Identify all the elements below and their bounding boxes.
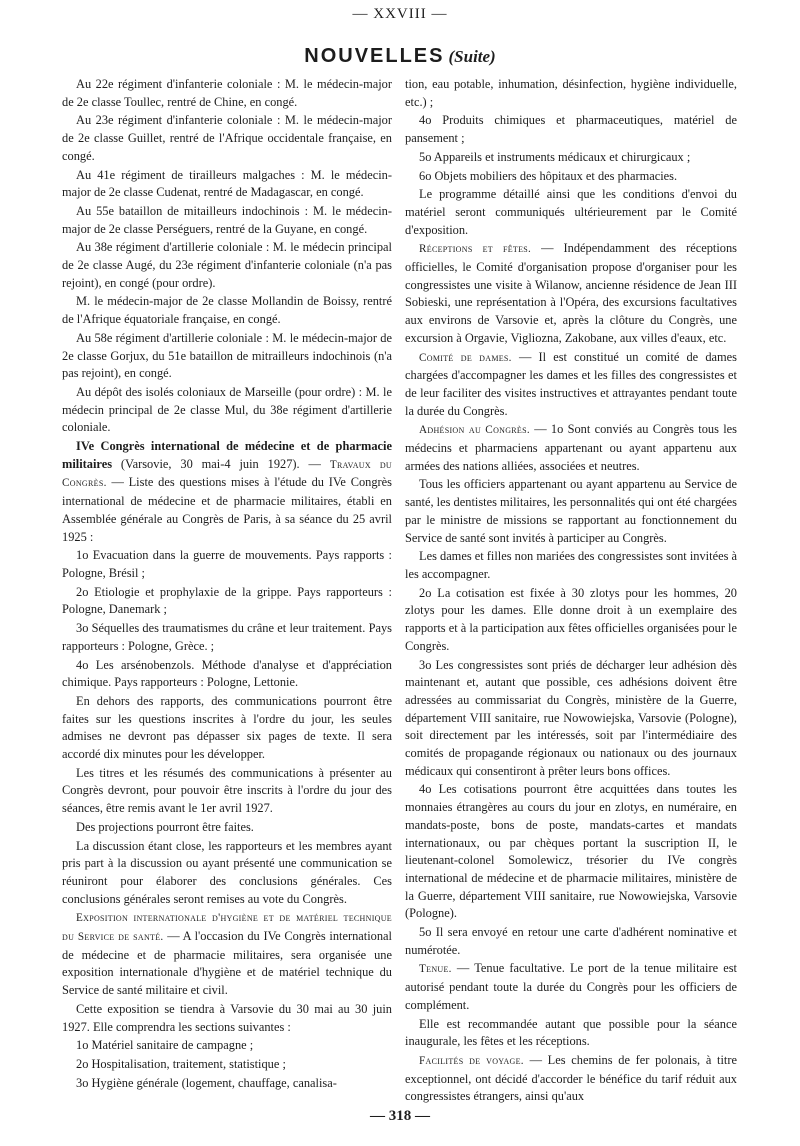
congres-paragraph: IVe Congrès international de médecine et de pharmacie militaires (Varsovie, 30 mai-4 juin 1927). — Travaux du Congrès. — Liste des questions mises à l'étude du IVe Congrès international de médecine et de pharmacie militaires, établi en Assemblée générale au Congrès de Paris, à sa séance du 25 avril 1925 : [62,439,392,544]
facilites-paragraph: Facilités de voyage. — Les chemins de fer polonais, à titre exceptionnel, ont décidé d'accorder le bénéfice du tarif réduit aux congressistes étrangers, ainsi qu'aux [405,1052,737,1104]
section-label: Facilités de voyage. [419,1054,524,1067]
list-item: 2o Etiologie et prophylaxie de la grippe. Pays rapporteurs : Pologne, Danemark ; [62,584,392,617]
exposition-paragraph: Exposition internationale d'hygiène et de matériel technique du Service de santé. — A l'occasion du IVe Congrès international de médecine et de pharmacie militaires, sera organisée une exposition internationale d'hygiène et de matériel technique du Service de santé militaire et civil. [62,912,392,998]
section-label: Adhésion au Congrès. [419,424,530,437]
paragraph: Au 55e bataillon de mitailleurs indochinois : M. le médecin-major de 2e classe Perséguers, rentré de la Guyane, en congé. [62,203,392,236]
title-main: NOUVELLES [304,45,445,67]
list-item: 5o Appareils et instruments médicaux et chirurgicaux ; [419,149,691,164]
list-item: 4o Produits chimiques et pharmaceutiques, matériel de pansement ; [405,113,737,146]
paragraph: Les dames et filles non mariées des congressistes sont invitées à les accompagner. [405,549,737,581]
paragraph: Des projections pourront être faites. [76,819,254,834]
list-item: 3o Séquelles des traumatismes du crâne et leur traitement. Pays rapporteurs : Pologne, Grèce. ; [62,621,392,653]
list-item: 3o Hygiène générale (logement, chauffage, canalisa- [76,1075,337,1090]
paragraph: Les titres et les résumés des communications à présenter au Congrès devront, pour pouvoir être inscrits à l'ordre du jour des séances, être remis avant le 1er avril 1927. [62,765,392,816]
list-item: 4o Les arsénobenzols. Méthode d'analyse et d'appréciation chimique. Pays rapporteurs : Pologne, Lettonie. [62,657,392,690]
left-column [62,76,392,1093]
right-column [405,76,737,1107]
list-item: 6o Objets mobiliers des hôpitaux et des pharmacies. [419,168,678,183]
paragraph-continuation: tion, eau potable, inhumation, désinfection, hygiène individuelle, etc.) ; [405,77,737,109]
page-title [0,45,800,68]
paragraph: Le programme détaillé ainsi que les conditions d'envoi du matériel seront communiqués ultérieurement par le Comité d'exposition. [405,187,737,237]
page-header-roman-numeral: — XXVIII — [352,6,448,22]
paragraph: M. le médecin-major de 2e classe Mollandin de Boissy, rentré de l'Afrique équatoriale française, en congé. [62,294,392,327]
congres-heading: IVe Congrès international de médecine et de pharmacie militaires [62,439,392,471]
section-label: Travaux du Congrès. [62,458,392,490]
title-suite: (Suite) [448,47,496,66]
paragraph: En dehors des rapports, des communications pourront être faites sur les questions inscrites à l'ordre du jour, les seules admises ne devront pas dépasser six pages de texte. Il sera accordé dix minutes pour les développer. [62,693,392,762]
paragraph: Au dépôt des isolés coloniaux de Marseille (pour ordre) : M. le médecin principal de 2e classe Mul, du 38e régiment d'artillerie coloniale. [62,384,392,435]
paragraph: Au 23e régiment d'infanterie coloniale : M. le médecin-major de 2e classe Guillet, rentré de l'Afrique occidentale française, en congé. [62,113,392,163]
paragraph: Au 41e régiment de tirailleurs malgaches : M. le médecin-major de 2e classe Cudenat, rentré de Madagascar, en congé. [62,167,392,200]
paragraph: La discussion étant close, les rapporteurs et les membres ayant pris part à la discussion ou ayant présenté une communication se réuniront pour élaborer des conclusions générales. Ces conclusions générales seront remises au vote du Congrès. [62,838,392,906]
list-item: 2o Hospitalisation, traitement, statistique ; [76,1056,286,1071]
paragraph: Elle est recommandée autant que possible pour la séance inaugurale, les fêtes et les réceptions. [405,1016,737,1049]
paragraph: 5o Il sera envoyé en retour une carte d'adhérent nominative et numérotée. [405,925,737,957]
list-item: 1o Matériel sanitaire de campagne ; [76,1038,254,1053]
paragraph: 3o Les congressistes sont priés de décharger leur adhésion dès maintenant et, autant que possible, ces adhésions doivent être adressées au commissariat du Congrès, ministère de la Guerre, département VIII sanitaire, rue Nowowiejska, Varsovie (Pologne), soit directement par les intéressés, soit par l'intermédiaire des comités de propagande régionaux ou nationaux ou des journaux médicaux qui consentiront à prêter leurs bons offices. [405,657,737,778]
paragraph: Au 22e régiment d'infanterie coloniale : M. le médecin-major de 2e classe Toullec, rentré de Chine, en congé. [62,77,392,109]
section-label: Exposition internationale d'hygiène et de matériel technique du Service de santé. [62,912,392,944]
section-label: Tenue. [419,963,452,976]
page-number: — 318 — [370,1108,430,1124]
paragraph: Au 38e régiment d'artillerie coloniale : M. le médecin principal de 2e classe Augé, du 23e régiment d'infanterie coloniale (n'a pas rejoint), en congé (pour ordre). [62,240,392,290]
paragraph: 2o La cotisation est fixée à 30 zlotys pour les hommes, 20 zlotys pour les dames. Elle donne droit à un exemplaire des rapports et à la participation aux fêtes officielles organisées pour le Congrès. [405,585,737,653]
list-item: 1o Evacuation dans la guerre de mouvements. Pays rapports : Pologne, Brésil ; [62,548,392,580]
section-label: Réceptions et fêtes. [419,243,532,256]
paragraph: Cette exposition se tiendra à Varsovie du 30 mai au 30 juin 1927. Elle comprendra les sections suivantes : [62,1001,392,1034]
comite-paragraph: Comité de dames. — Il est constitué un comité de dames chargées d'accompagner les dames et les filles des congressistes et de leur faciliter des visites instructives et attrayantes pendant toute la durée du Congrès. [405,349,737,418]
adhesion-paragraph: Adhésion au Congrès. — 1o Sont conviés au Congrès tous les médecins et pharmaciens appartenant ou ayant appartenu aux armées des nations alliées, associées et neutres. [405,422,737,473]
paragraph: Tous les officiers appartenant ou ayant appartenu au Service de santé, les dentistes militaires, les personnalités qui ont été chargées par le ministre de missions se rapportant au fonctionnement du Service de santé sont invités à participer au Congrès. [405,477,737,545]
paragraph: Au 58e régiment d'artillerie coloniale : M. le médecin-major de 2e classe Gorjux, du 51e bataillon de mitrailleurs indochinois (n'a pas rejoint), en congé. [62,330,392,381]
tenue-paragraph: Tenue. — Tenue facultative. Le port de la tenue militaire est autorisé pendant toute la durée du Congrès pour les officiers de complément. [405,961,737,1012]
receptions-paragraph: Réceptions et fêtes. — Indépendamment des réceptions officielles, le Comité d'organisation propose d'organiser pour les congressistes une visite à Wilanow, ancienne résidence de Jean III Sobieski, une représentation à l'Opéra, des excursions facultatives aux environs de Varsovie et, après la clôture du Congrès, une excursion à Orgavie, Vigliozna, Zakobane, aux villes d'eaux, etc. [405,241,737,345]
paragraph: 4o Les cotisations pourront être acquittées dans toutes les monnaies étrangères au cours du jour en zlotys, en numéraire, en mandats-poste, bons de poste, mandats-cartes et mandats internationaux, ou par chèques portant la suscription II, le lieutenant-colonel Somolewicz, trésorier du IVe congrès international de médecine et de pharmacie militaires, ministère de la Guerre, département VIII sanitaire, rue Nowowiejska, Varsovie (Pologne). [405,782,737,921]
section-label: Comité de dames. [419,351,512,364]
